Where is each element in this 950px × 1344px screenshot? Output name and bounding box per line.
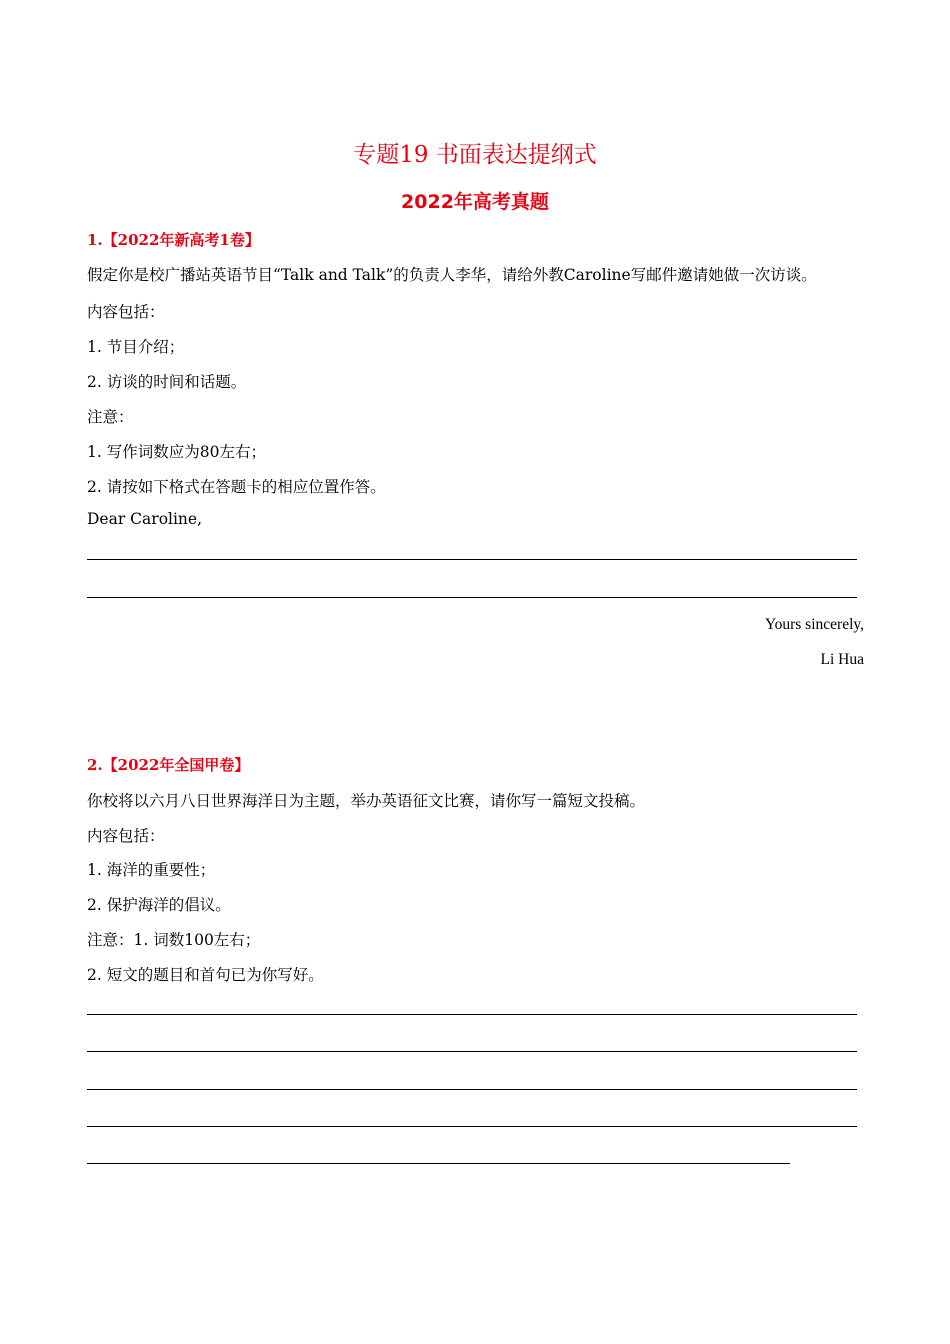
question-2-content-item: 1. 海洋的重要性； [87, 861, 216, 879]
question-1-prompt: 假定你是校广播站英语节目“Talk and Talk”的负责人李华，请给外教Caroline写邮件邀请她做一次访谈。 [87, 266, 817, 284]
question-1-content-label: 内容包括： [87, 303, 165, 321]
letter-closing: Yours sincerely, [764, 616, 864, 633]
question-1-notes-label: 注意： [87, 408, 134, 426]
answer-line[interactable] [87, 1014, 857, 1015]
question-1-content-item: 1. 节目介绍； [87, 338, 185, 356]
question-1-note: 1. 写作词数应为80左右； [87, 443, 266, 461]
answer-line[interactable] [87, 1163, 790, 1164]
answer-line[interactable] [87, 1089, 857, 1090]
question-1-content-item: 2. 访谈的时间和话题。 [87, 373, 247, 391]
question-2-heading: 2.【2022年全国甲卷】 [87, 756, 250, 774]
answer-line[interactable] [87, 559, 857, 560]
page-subtitle: 2022年高考真题 [401, 191, 549, 213]
question-2-note: 2. 短文的题目和首句已为你写好。 [87, 966, 324, 984]
page-title: 专题19 书面表达提纲式 [353, 142, 597, 168]
question-1-heading: 1.【2022年新高考1卷】 [87, 231, 260, 249]
question-2-content-item: 2. 保护海洋的倡议。 [87, 896, 231, 914]
question-2-content-label: 内容包括： [87, 827, 165, 845]
answer-line[interactable] [87, 1126, 857, 1127]
question-1-note: 2. 请按如下格式在答题卡的相应位置作答。 [87, 478, 386, 496]
answer-line[interactable] [87, 1051, 857, 1052]
question-2-note: 注意：1. 词数100左右； [87, 931, 261, 949]
answer-line[interactable] [87, 597, 857, 598]
letter-salutation: Dear Caroline, [87, 510, 203, 528]
letter-signature: Li Hua [820, 651, 864, 668]
question-2-prompt: 你校将以六月八日世界海洋日为主题，举办英语征文比赛，请你写一篇短文投稿。 [87, 792, 646, 810]
